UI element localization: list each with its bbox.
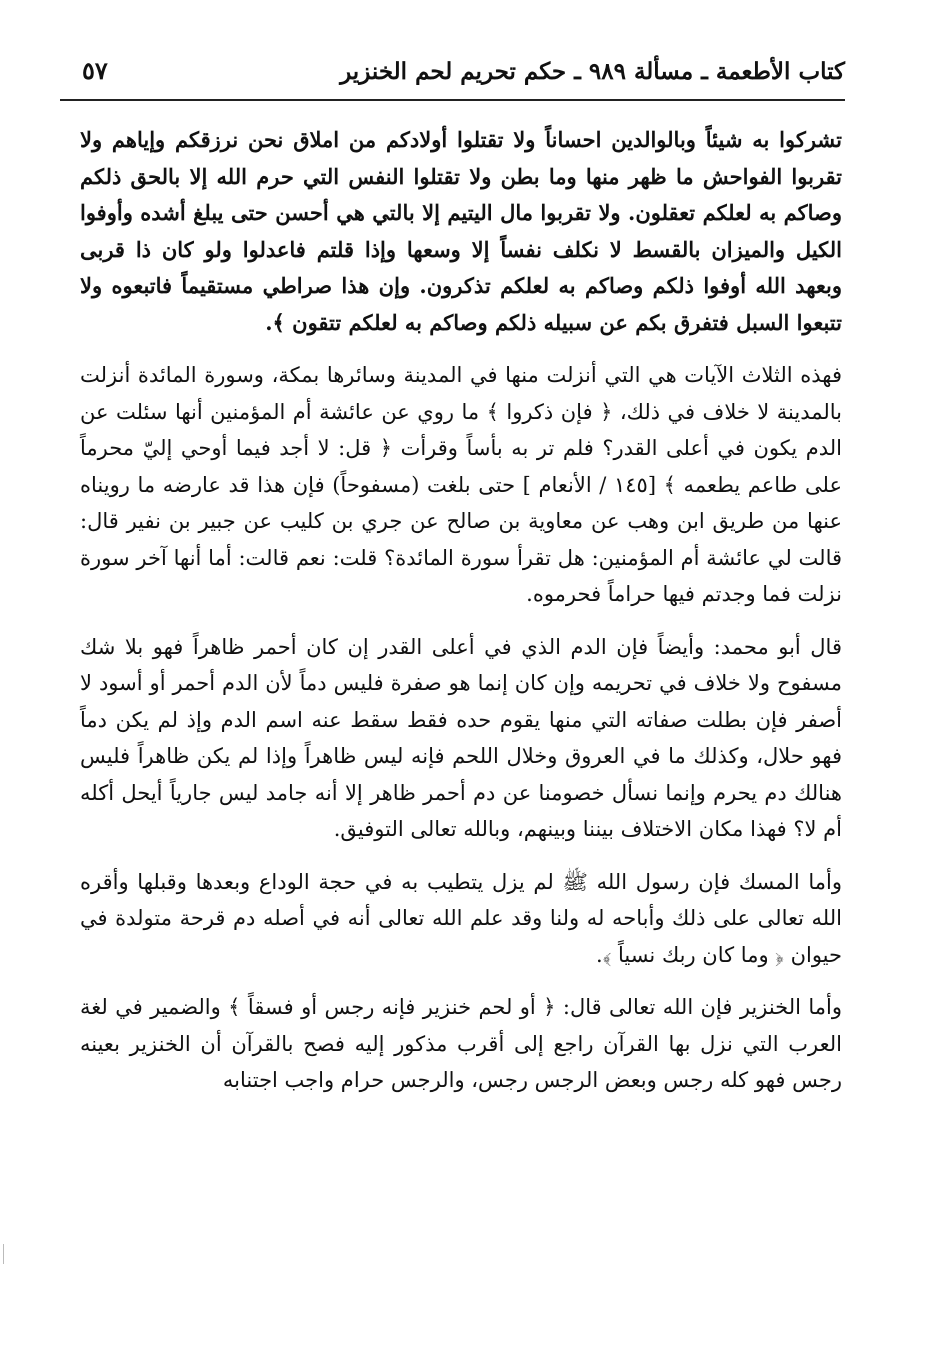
header-rule bbox=[60, 99, 845, 101]
running-title: كتاب الأطعمة ـ مسألة ٩٨٩ ـ حكم تحريم لحم الخنزير bbox=[340, 58, 845, 85]
scan-edge-mark bbox=[3, 1244, 6, 1264]
running-header bbox=[60, 50, 845, 98]
page-number: ٥٧ bbox=[82, 56, 108, 85]
quran-verse-block: تشركوا به شيئاً وبالوالدين احساناً ولا تقتلوا أولادكم من املاق نحن نرزقكم وإياهم ولا تقربوا الفواحش ما ظهر منها وما بطن ولا تقتلوا النفس التي حرم الله إلا بالحق ذلكم وصاكم به لعلكم تعقلون. ولا تقربوا مال اليتيم إلا بالتي هي أحسن حتى يبلغ أشده وأوفوا الكيل والميزان بالقسط لا نكلف نفساً إلا وسعها وإذا قلتم فاعدلوا ولو كان ذا قربى وبعهد الله أوفوا ذلكم وصاكم به لعلكم تذكرون. وإن هذا صراطي مستقيماً فاتبعوه ولا تتبعوا السبل فتفرق بكم عن سبيله ذلكم وصاكم به لعلكم تتقون ﴾. bbox=[80, 127, 842, 335]
paragraph-pork: وأما الخنزير فإن الله تعالى قال: ﴿ أو لحم خنزير فإنه رجس أو فسقاً ﴾ والضمير في لغة العرب التي نزل بها القرآن راجع إلى أقرب مذكور إليه فصح بالقرآن أن الخنزير بعينه رجس فهو كله رجس وبعض الرجس رجس، والرجس حرام واجب اجتنابه bbox=[80, 995, 842, 1092]
paragraph-blood-ruling: قال أبو محمد: وأيضاً فإن الدم الذي في أعلى القدر إن كان أحمر ظاهراً فهو بلا شك مسفوح ولا خلاف في تحريمه وإن كان إنما هو صفرة فليس دماً لأن الدم أحمر أو أسود لا أصفر فإن بطلت صفاته التي منها يقوم حده فقط سقط عنه اسم الدم وإذ لم يكن دماً فهو حلال، وكذلك ما في العروق وخلال اللحم فإنه ليس ظاهراً وإذا لم يكن ظاهراً فليس هنالك دم يحرم وإنما نسأل خصومنا عن دم أحمر ظاهر إلا أنه جامد ليس جارياً أيحل أكله أم لا؟ فهذا مكان الاختلاف بيننا وبينهم، وبالله تعالى التوفيق. bbox=[80, 634, 842, 841]
paragraph-musk: وأما المسك فإن رسول الله ﷺ لم يزل يتطيب به في حجة الوداع وبعدها وقبلها وأقره الله تعالى على ذلك وأباحه له ولنا وقد علم الله تعالى أنه في أصله دم قرحة متولدة في حيوان ﴿ وما كان ربك نسياً ﴾. bbox=[80, 869, 842, 967]
paragraph-seven-ayat-revelation: فهذه الثلاث الآيات هي التي أنزلت منها في المدينة وسائرها بمكة، وسورة المائدة أنزلت بالمدينة لا خلاف في ذلك، ﴿ فإن ذكروا ﴾ ما روي عن عائشة أم المؤمنين أنها سئلت عن الدم يكون في أعلى القدر؟ فلم تر به بأساً وقرأت ﴿ قل: لا أجد فيما أوحي إليّ محرماً على طاعم يطعمه ﴾ [١٤٥ / الأنعام ] حتى بلغت (مسفوحاً) فإن هذا قد عارضه ما رويناه عنها من طريق ابن وهب عن معاوية بن صالح عن جري بن كليب عن جبير بن نفير قال: قالت لي عائشة أم المؤمنين: هل تقرأ سورة المائدة؟ قلت: نعم قالت: أما أنها آخر سورة نزلت فما وجدتم فيها حراماً فحرموه. bbox=[80, 363, 843, 606]
body-text bbox=[80, 122, 842, 1115]
